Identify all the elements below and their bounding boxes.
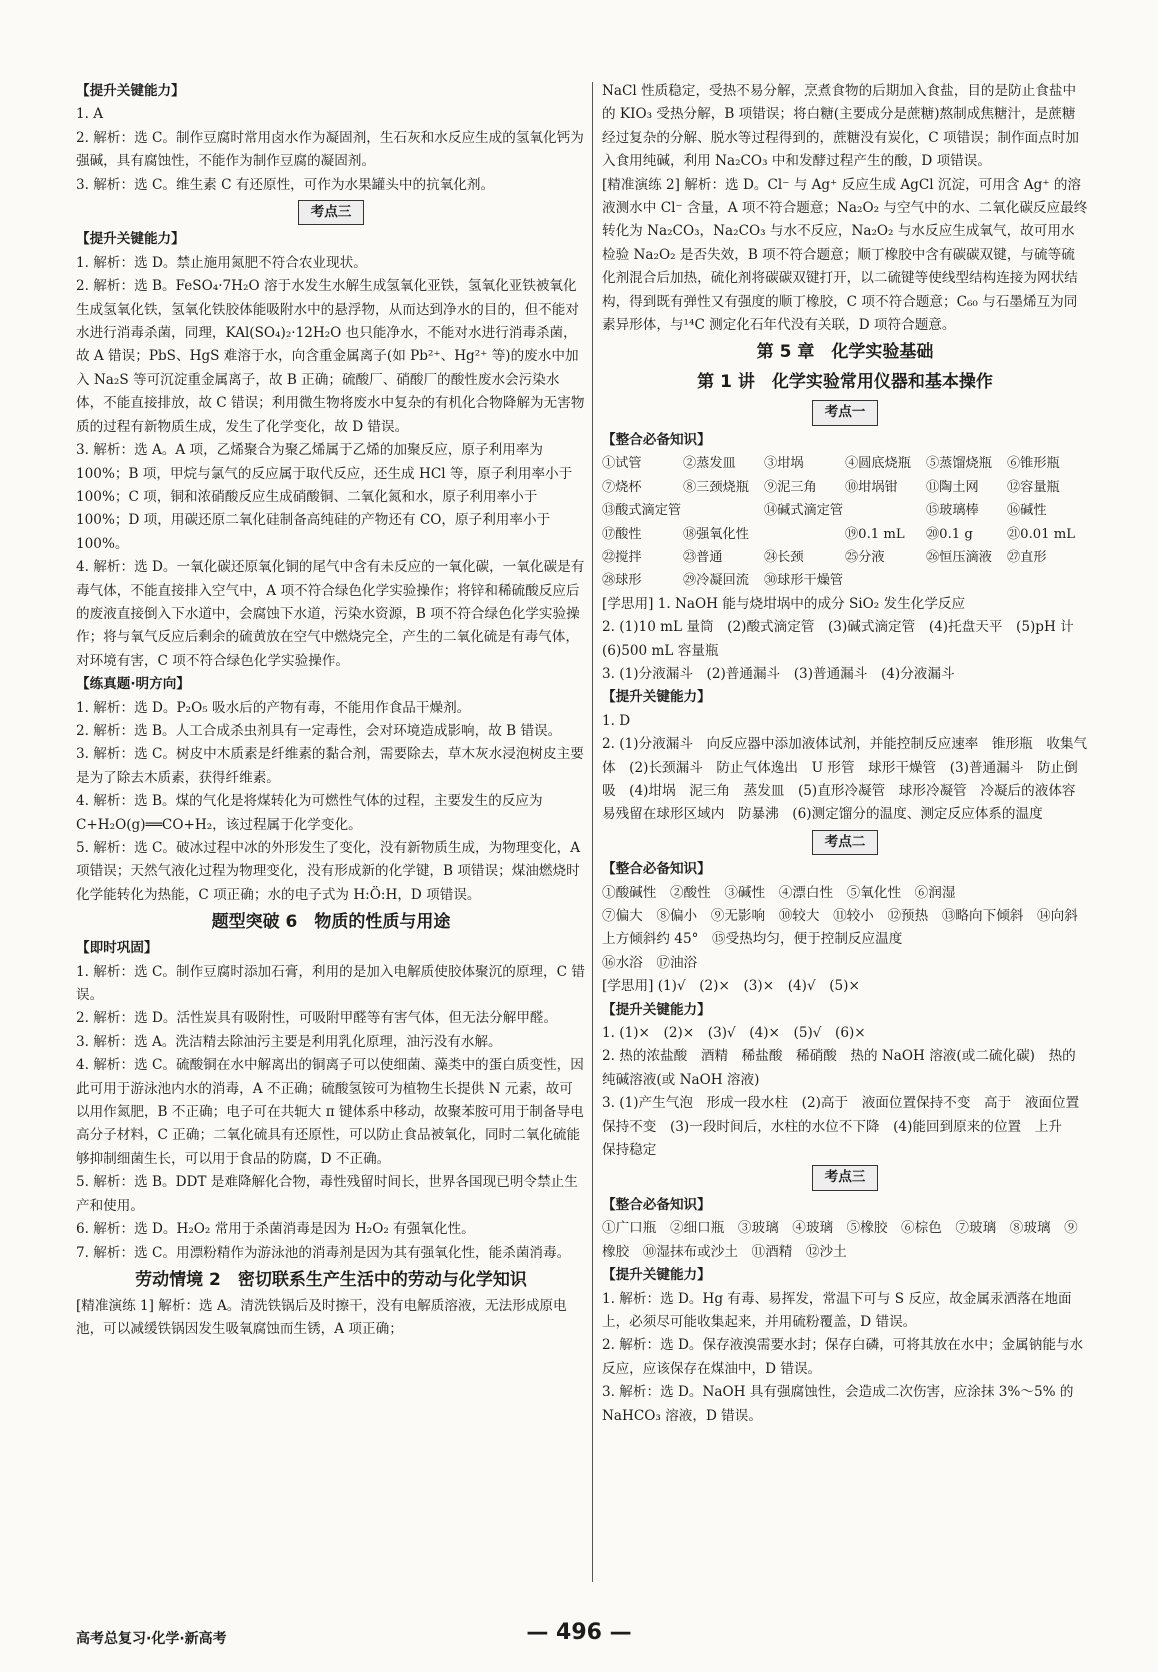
- knowledge-item: ⑮玻璃棒: [926, 503, 979, 519]
- topic-box: [602, 830, 1088, 855]
- knowledge-item: ㉕分液: [845, 549, 885, 565]
- answer-item: 1. A: [76, 106, 104, 123]
- think-line: [学思用] (1)√ (2)× (3)× (4)√ (5)×: [602, 978, 860, 995]
- page-number: — 496 —: [526, 1620, 632, 1645]
- section-title: 题型突破 6 物质的性质与用途: [211, 912, 451, 933]
- knowledge-item: ⑯碱性: [1007, 503, 1047, 519]
- knowledge-item: ⑳0.1 g: [926, 526, 973, 542]
- left-s2: [76, 252, 586, 673]
- topic-label: 考点一: [812, 400, 879, 425]
- think-line: [学思用] 1. NaOH 能与烧坩埚中的成分 SiO₂ 发生化学反应: [602, 595, 966, 612]
- knowledge-item: [764, 523, 845, 546]
- answer-item: 6. 解析：选 D。H₂O₂ 常用于杀菌消毒是因为 H₂O₂ 有强氧化性。: [76, 1221, 475, 1238]
- paragraph: [精准演练 2] 解析：选 D。Cl⁻ 与 Ag⁺ 反应生成 AgCl 沉淀，可用含 Ag⁺ 的溶液测水中 Cl⁻ 含量，A 项不符合题意；Na₂O₂ 与空气中的水、二氧化碳反应最终转化为 Na₂CO₃，Na₂CO₃ 与水不反应，Na₂O₂ 与水反应生成氧气，故可用水检验 Na₂O₂ 是否失效，B 项不符合题意；顺丁橡胶中含有碳碳双键，与硫等硫化剂混合后加热，硫化剂将碳碳双键打开，以二硫键等使线型结构连接为网状结构，得到既有弹性又有强度的顺丁橡胶，C 项不符合题意；C₆₀ 与石墨烯互为同素异形体，与¹⁴C 测定化石年代没有关联，D 项符合题意。: [602, 176, 1088, 334]
- answer-item: 3. 解析：选 A。A 项，乙烯聚合为聚乙烯属于乙烯的加聚反应，原子利用率为 100%；B 项，甲烷与氯气的反应属于取代反应，还生成 HCl 等，原子利用率小于 100%；C 项，铜和浓硝酸反应生成硝酸铜、二氧化氮和水，原子利用率小于 100%；D 项，用碳还原二氧化硅制备高纯硅的产物还有 CO，原子利用率小于 100%。: [76, 442, 573, 552]
- knowledge-item: ㉙冷凝回流: [683, 573, 749, 589]
- answer-item: 2. 热的浓盐酸 酒精 稀盐酸 稀硝酸 热的 NaOH 溶液(或二硫化碳) 热的纯碱溶液(或 NaOH 溶液): [602, 1048, 1076, 1088]
- knowledge-item: ㉑0.01 mL: [1007, 526, 1076, 542]
- left-s4: [76, 961, 586, 1265]
- knowledge-item: [683, 499, 764, 522]
- answer-item: 1. 解析：选 D。P₂O₅ 吸水后的产物有毒，不能用作食品干燥剂。: [76, 699, 471, 716]
- answer-item: 2. 解析：选 C。制作豆腐时常用卤水作为凝固剂，生石灰和水反应生成的氢氧化钙为强碱，具有腐蚀性，不能作为制作豆腐的凝固剂。: [76, 129, 584, 170]
- knowledge-item: ⑫容量瓶: [1007, 479, 1060, 495]
- answer-item: 4. 解析：选 D。一氧化碳还原氧化铜的尾气中含有未反应的一氧化碳，一氧化碳是有毒气体，不能直接排入空气中，A 项不符合绿色化学实验操作；将锌和稀硫酸反应后的废液直接倒入下水道中，会腐蚀下水道，污染水资源，B 项不符合绿色化学实验操作；将与氧气反应后剩余的硫黄放在空气中燃烧完全，产生的二氧化硫是有毒气体，对环境有害，C 项不符合绿色化学实验操作。: [76, 559, 585, 669]
- knowledge-item: ④圆底烧瓶: [845, 456, 911, 472]
- section-heading: 【提升关键能力】: [76, 231, 185, 248]
- answer-item: 1. 解析：选 D。Hg 有毒、易挥发，常温下可与 S 反应，故金属汞洒落在地面上，必须尽可能收集起来，并用硫粉覆盖，D 错误。: [602, 1290, 1072, 1330]
- knowledge-line: ⑦偏大 ⑧偏小 ⑨无影响 ⑩较大 ⑪较小 ⑫预热 ⑬略向下倾斜 ⑭向斜上方倾斜约 45° ⑮受热均匀，便于控制反应温度: [602, 908, 1078, 948]
- knowledge-line: ①酸碱性 ②酸性 ③碱性 ④漂白性 ⑤氧化性 ⑥润湿: [602, 884, 956, 901]
- knowledge-item: ③坩埚: [764, 456, 804, 472]
- topic-label: 考点二: [812, 830, 879, 855]
- knowledge-item: ⑰酸性: [602, 526, 642, 542]
- topic-box: [76, 200, 586, 225]
- knowledge-item: ⑬酸式滴定管: [602, 503, 682, 519]
- knowledge-line: ⑯水浴 ⑰油浴: [602, 954, 698, 971]
- section-heading: 【整合必备知识】: [602, 861, 711, 878]
- knowledge-item: ㉖恒压滴液: [926, 549, 992, 565]
- answer-item: 3. (1)分液漏斗 (2)普通漏斗 (3)普通漏斗 (4)分液漏斗: [602, 665, 955, 682]
- knowledge-item: ⑭碱式滴定管: [764, 503, 844, 519]
- section-heading: 【整合必备知识】: [602, 1196, 711, 1213]
- section-heading: 【练真题·明方向】: [76, 676, 190, 693]
- answer-item: 4. 解析：选 C。硫酸铜在水中解离出的铜离子可以使细菌、藻类中的蛋白质变性，因此可用于游泳池内水的消毒，A 不正确；硫酸氢铵可为植物生长提供 N 元素，故可以用作氮肥，B 不正确；电子可在共轭大 π 键体系中移动，故聚苯胺可用于制备导电高分子材料，C 正确；二氧化硫具有还原性，可以防止食品被氧化，同时二氧化硫能够抑制细菌生长，可以用于食品的防腐，D 不正确。: [76, 1057, 584, 1167]
- answer-item: 5. 解析：选 B。DDT 是难降解化合物，毒性残留时间长，世界各国现已明令禁止生产和使用。: [76, 1174, 578, 1214]
- knowledge-item: ①试管: [602, 456, 642, 472]
- section-heading: 【提升关键能力】: [76, 83, 185, 99]
- knowledge-item: [845, 499, 926, 522]
- answer-item: 5. 解析：选 C。破冰过程中冰的外形发生了变化，没有新物质生成，为物理变化，A 项错误；天然气液化过程为物理变化，没有形成新的化学键，B 项错误；煤油燃烧时化学能转化为热能，C 项正确；水的电子式为 H:Ö:H，D 项错误。: [76, 840, 581, 903]
- knowledge-item: ⑩坩埚钳: [845, 479, 898, 495]
- left-column: [76, 80, 586, 1342]
- knowledge-grid: [602, 452, 1088, 592]
- knowledge-item: ⑤蒸馏烧瓶: [926, 456, 992, 472]
- answer-item: 1. D: [602, 712, 631, 729]
- knowledge-item: ⑱强氧化性: [683, 526, 749, 542]
- topic-box: [602, 400, 1088, 425]
- answer-item: 2. (1)10 mL 量筒 (2)酸式滴定管 (3)碱式滴定管 (4)托盘天平 (5)pH 计 (6)500 mL 容量瓶: [602, 619, 1088, 659]
- answer-item: 1. 解析：选 D。禁止施用氮肥不符合农业现状。: [76, 254, 367, 271]
- knowledge-item: ⑨泥三角: [764, 479, 817, 495]
- answer-item: 4. 解析：选 B。煤的气化是将煤转化为可燃性气体的过程，主要发生的反应为 C+H₂O(g)══CO+H₂，该过程属于化学变化。: [76, 793, 543, 833]
- knowledge-item: ㉓普通: [683, 549, 723, 565]
- section-heading: 【提升关键能力】: [602, 689, 711, 706]
- section-heading: 【提升关键能力】: [602, 1267, 711, 1284]
- topic-label: 考点三: [298, 200, 365, 225]
- left-s3: [76, 697, 586, 908]
- book-series: 高考总复习·化学·新高考: [76, 1631, 227, 1647]
- chapter-title: 第 5 章 化学实验基础: [756, 342, 934, 363]
- lecture-title: 第 1 讲 化学实验常用仪器和基本操作: [697, 372, 993, 393]
- section-heading: 【整合必备知识】: [602, 431, 711, 448]
- knowledge-item: ㉒搅拌: [602, 549, 642, 565]
- answer-item: 1. (1)× (2)× (3)√ (4)× (5)√ (6)×: [602, 1025, 866, 1042]
- knowledge-item: ⑲0.1 mL: [845, 526, 905, 542]
- column-divider: [592, 82, 593, 1582]
- left-s1: [76, 103, 586, 197]
- topic-label: 考点三: [812, 1165, 879, 1190]
- topic-box: [602, 1165, 1088, 1190]
- answer-item: 3. (1)产生气泡 形成一段水柱 (2)高于 液面位置保持不变 高于 液面位置保持不变 (3)一段时间后，水柱的水位不下降 (4)能回到原来的位置 上升 保持稳定: [602, 1095, 1080, 1159]
- knowledge-item: ⑧三颈烧瓶: [683, 479, 749, 495]
- knowledge-item: ⑪陶土网: [926, 479, 979, 495]
- knowledge-item: ㉚球形干燥管: [764, 573, 844, 589]
- section-heading: 【即时巩固】: [76, 940, 158, 957]
- section-heading: 【提升关键能力】: [602, 1001, 711, 1018]
- right-column: [602, 80, 1088, 1428]
- paragraph: NaCl 性质稳定，受热不易分解，烹煮食物的后期加入食盐，目的是防止食盐中的 KIO₃ 受热分解，B 项错误；将白糖(主要成分是蔗糖)熬制成焦糖汁，是蔗糖经过复杂的分解、脱水等过程得到的，蔗糖没有炭化，C 项错误；制作面点时加入食用纯碱，利用 Na₂CO₃ 中和发酵过程产生的酸，D 项错误。: [602, 83, 1079, 170]
- answer-item: 3. 解析：选 C。维生素 C 有还原性，可作为水果罐头中的抗氧化剂。: [76, 176, 495, 193]
- section-title: 劳动情境 2 密切联系生产生活中的劳动与化学知识: [135, 1269, 527, 1290]
- answer-item: 2. 解析：选 D。活性炭具有吸附性，可吸附甲醛等有害气体，但无法分解甲醛。: [76, 1010, 558, 1027]
- answer-item: 3. 解析：选 C。树皮中木质素是纤维素的黏合剂，需要除去，草木灰水浸泡树皮主要是为了除去木质素，获得纤维素。: [76, 746, 584, 786]
- answer-item: 7. 解析：选 C。用漂粉精作为游泳池的消毒剂是因为其有强氧化性，能杀菌消毒。: [76, 1244, 571, 1261]
- knowledge-item: ⑦烧杯: [602, 479, 642, 495]
- knowledge-item: ⑥锥形瓶: [1007, 456, 1060, 472]
- answer-item: 1. 解析：选 C。制作豆腐时添加石膏，利用的是加入电解质使胶体聚沉的原理，C 错误。: [76, 963, 585, 1004]
- knowledge-item: ㉗直形: [1007, 549, 1047, 565]
- answer-item: 2. 解析：选 D。保存液溴需要水封；保存白磷，可将其放在水中；金属钠能与水反应，应该保存在煤油中，D 错误。: [602, 1337, 1084, 1377]
- knowledge-item: ㉔长颈: [764, 549, 804, 565]
- answer-item: 3. 解析：选 A。洗洁精去除油污主要是利用乳化原理，油污没有水解。: [76, 1033, 502, 1050]
- answer-item: 2. 解析：选 B。FeSO₄·7H₂O 溶于水发生水解生成氢氧化亚铁，氢氧化亚铁被氧化生成氢氧化铁，氢氧化铁胶体能吸附水中的悬浮物，从而达到净水的目的，但不能对水进行消毒杀菌，同理，KAl(SO₄)₂·12H₂O 也只能净水，不能对水进行消毒杀菌，故 A 错误；PbS、HgS 难溶于水，向含重金属离子(如 Pb²⁺、Hg²⁺ 等)的废水中加入 Na₂S 等可沉淀重金属离子，故 B 正确；硫酸厂、硝酸厂的酸性废水会污染水体，不能直接排放，故 C 错误；利用微生物将废水中复杂的有机化合物降解为无害物质的过程有新物质生成，发生了化学变化，故 D 错误。: [76, 278, 585, 435]
- answer-item: [精准演练 1] 解析：选 A。清洗铁锅后及时擦干，没有电解质溶液，无法形成原电池，可以减缓铁锅因发生吸氧腐蚀而生锈，A 项正确；: [76, 1297, 567, 1338]
- knowledge-item: ㉘球形: [602, 573, 642, 589]
- answer-item: 2. 解析：选 B。人工合成杀虫剂具有一定毒性，会对环境造成影响，故 B 错误。: [76, 722, 562, 739]
- answer-item: 2. (1)分液漏斗 向反应器中添加液体试剂，并能控制反应速率 锥形瓶 收集气体 (2)长颈漏斗 防止气体逸出 U 形管 球形干燥管 (3)普通漏斗 防止倒吸 (4)坩埚 泥三角 蒸发皿 (5)直形冷凝管 球形冷凝管 冷凝后的液体容易残留在球形区域内 防暴沸 (6)测定馏分的温度、测定反应体系的温度: [602, 736, 1088, 823]
- answer-item: 3. 解析：选 D。NaOH 具有强腐蚀性，会造成二次伤害，应涂抹 3%～5% 的 NaHCO₃ 溶液，D 错误。: [602, 1384, 1074, 1424]
- knowledge-line: ①广口瓶 ②细口瓶 ③玻璃 ④玻璃 ⑤橡胶 ⑥棕色 ⑦玻璃 ⑧玻璃 ⑨橡胶 ⑩湿抹布或沙土 ⑪酒精 ⑫沙土: [602, 1220, 1078, 1260]
- knowledge-item: ②蒸发皿: [683, 456, 736, 472]
